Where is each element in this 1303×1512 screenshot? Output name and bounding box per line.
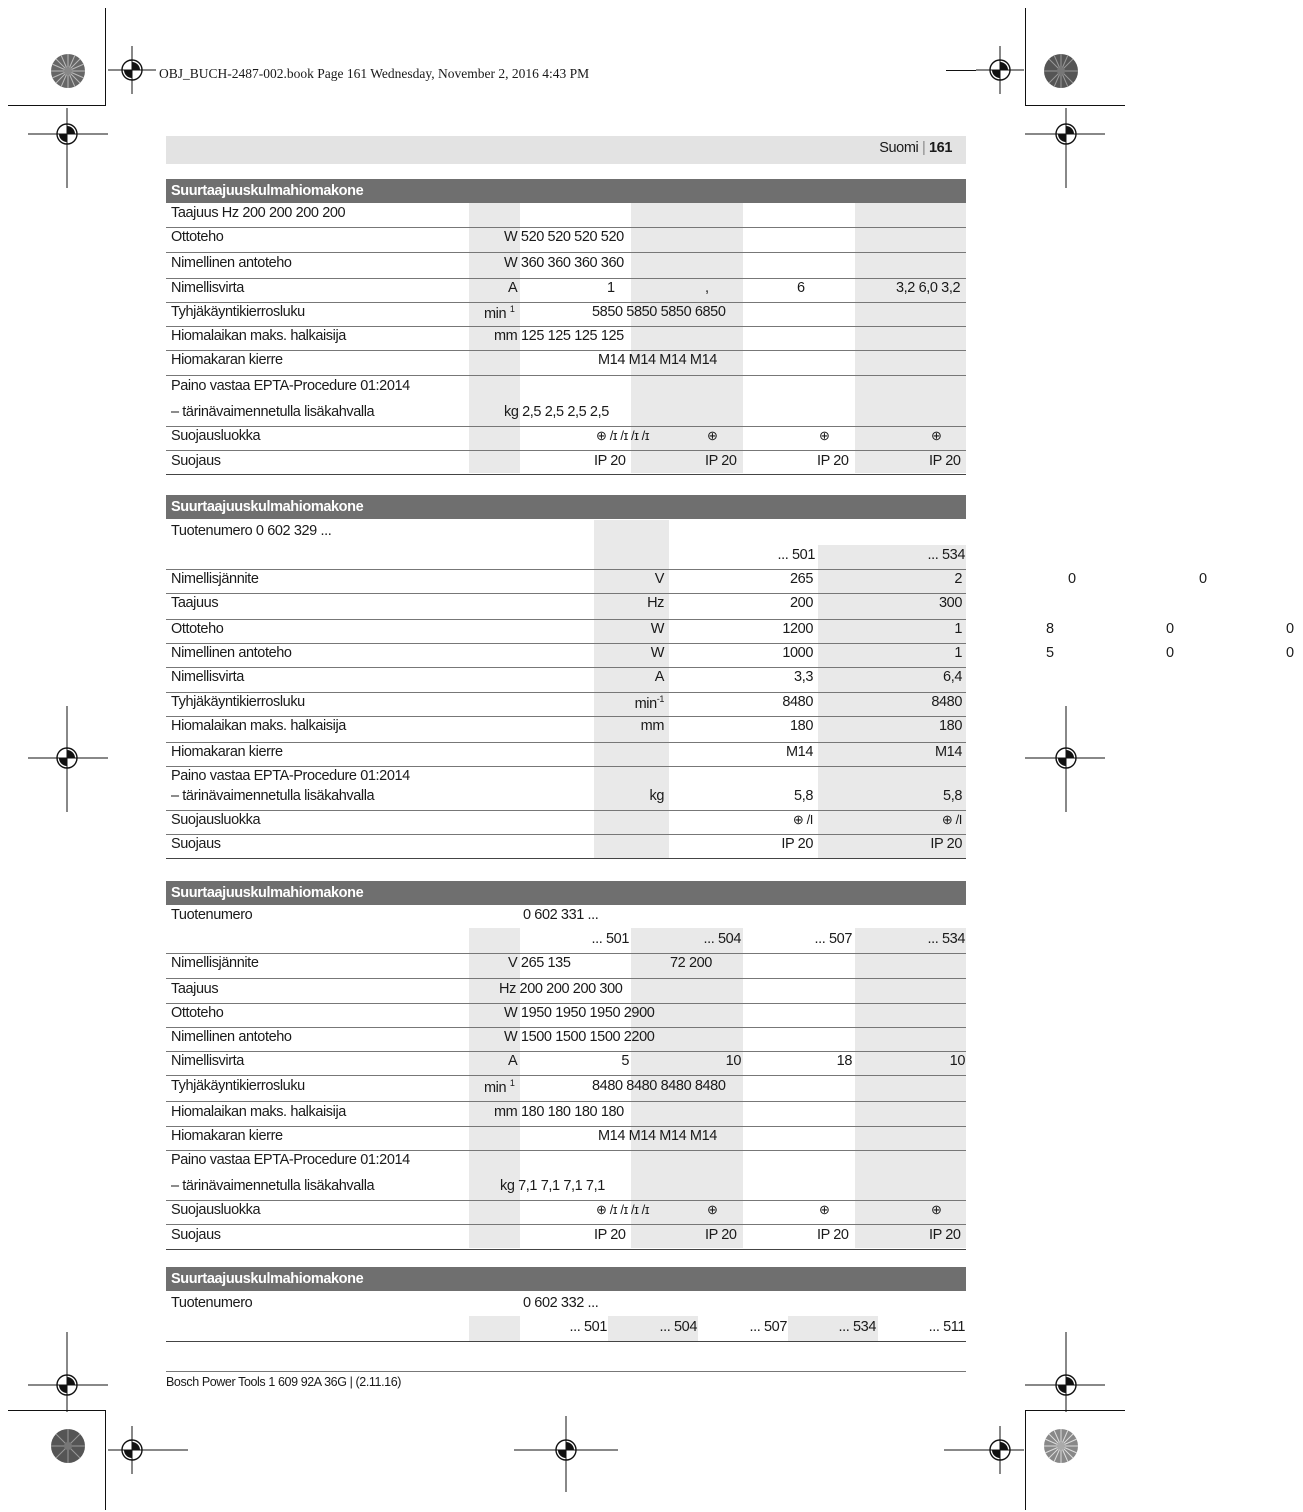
row-unit: Hz bbox=[647, 595, 664, 611]
stray-digit: 0 bbox=[1166, 645, 1174, 661]
row-value: W 1500 1500 1500 2200 bbox=[504, 1029, 655, 1045]
color-wheel-icon bbox=[1043, 1428, 1079, 1464]
row-label: Suojaus bbox=[171, 836, 221, 852]
row-label: Paino vastaa EPTA-Procedure 01:2014 bbox=[171, 1152, 410, 1168]
row-value: 180 bbox=[939, 718, 962, 734]
ip-rating: IP 20 bbox=[929, 1227, 961, 1243]
row-unit: min bbox=[484, 1079, 507, 1096]
print-header: OBJ_BUCH-2487-002.book Page 161 Wednesday, November 2, 2016 4:43 PM bbox=[159, 66, 590, 81]
row-value: 3,3 bbox=[794, 669, 813, 685]
row-label: Ottoteho bbox=[171, 229, 224, 245]
row-value: M14 M14 M14 M14 bbox=[598, 1128, 717, 1144]
row-value: M14 bbox=[934, 744, 962, 760]
row-label: Nimellinen antoteho bbox=[171, 255, 292, 271]
crop-line bbox=[105, 1410, 106, 1510]
row-value: 2 bbox=[954, 571, 962, 587]
protection-class-icon: ⊕ bbox=[707, 1202, 718, 1217]
stray-digit: 0 bbox=[1286, 645, 1294, 661]
row-label: Suojausluokka bbox=[171, 812, 261, 828]
row-value: 5 bbox=[621, 1053, 629, 1069]
row-label: Paino vastaa EPTA-Procedure 01:2014 bbox=[171, 768, 410, 784]
row-label: Hiomakaran kierre bbox=[171, 1128, 283, 1144]
row-taajuus: Taajuus Hz 200 200 200 200 bbox=[171, 205, 346, 221]
column-header: ... 511 bbox=[928, 1319, 965, 1335]
row-label: Tuotenumero 0 602 329 ... bbox=[171, 523, 332, 539]
row-value: 300 bbox=[939, 595, 962, 611]
row-label: Hiomakaran kierre bbox=[171, 744, 283, 760]
row-label: Suojausluokka bbox=[171, 428, 261, 444]
row-value: kg 2,5 2,5 2,5 2,5 bbox=[504, 404, 609, 420]
registration-mark-icon bbox=[1025, 108, 1105, 188]
row-value: 3,2 6,0 3,2 bbox=[896, 280, 961, 296]
ip-rating: IP 20 bbox=[930, 836, 962, 852]
color-wheel-icon bbox=[1043, 53, 1079, 89]
unit-superscript: -1 bbox=[656, 694, 664, 704]
row-label: Tyhjäkäyntikierrosluku bbox=[171, 694, 305, 710]
header-language: Suomi bbox=[879, 140, 919, 156]
row-value: 200 bbox=[790, 595, 813, 611]
row-value: 10 bbox=[949, 1053, 965, 1069]
row-unit: V bbox=[654, 571, 664, 587]
table-title: Suurtaajuuskulmahiomakone bbox=[166, 881, 966, 905]
row-unit: mm bbox=[640, 718, 664, 734]
table-title: Suurtaajuuskulmahiomakone bbox=[166, 495, 966, 519]
protection-class-icon: ⊕ bbox=[819, 1202, 830, 1217]
stray-digit: 0 bbox=[1166, 621, 1174, 637]
protection-class-value: ⊕ /ɪ /ɪ /ɪ /ɪ bbox=[596, 428, 650, 443]
row-label: Nimellisvirta bbox=[171, 1053, 244, 1069]
row-value: 5850 5850 5850 6850 bbox=[592, 304, 726, 320]
color-wheel-icon bbox=[50, 1428, 86, 1464]
row-label: Hiomalaikan maks. halkaisija bbox=[171, 1104, 346, 1120]
row-value: 1200 bbox=[782, 621, 813, 637]
protection-class-value: ⊕ /ɪ /ɪ /ɪ /ɪ bbox=[596, 1202, 650, 1217]
row-value: 265 bbox=[790, 571, 813, 587]
row-unit: kg bbox=[649, 788, 664, 804]
row-value: W 360 360 360 360 bbox=[504, 255, 624, 271]
row-label: – tärinävaimennetulla lisäkahvalla bbox=[171, 1178, 375, 1194]
row-value: 18 bbox=[836, 1053, 852, 1069]
row-unit: A bbox=[508, 280, 518, 296]
crop-line bbox=[1025, 1410, 1026, 1510]
row-value: 8480 bbox=[782, 694, 813, 710]
column-header: ... 501 bbox=[591, 931, 629, 947]
page-footer: Bosch Power Tools 1 609 92A 36G | (2.11.16) bbox=[166, 1375, 402, 1389]
row-label: Suojausluokka bbox=[171, 1202, 261, 1218]
row-value: 1 bbox=[954, 645, 962, 661]
row-unit: A bbox=[508, 1053, 518, 1069]
row-label: Paino vastaa EPTA-Procedure 01:2014 bbox=[171, 378, 410, 394]
ip-rating: IP 20 bbox=[781, 836, 813, 852]
row-label: – tärinävaimennetulla lisäkahvalla bbox=[171, 788, 375, 804]
column-header: ... 501 bbox=[777, 547, 815, 563]
row-label: – tärinävaimennetulla lisäkahvalla bbox=[171, 404, 375, 420]
row-label: Tyhjäkäyntikierrosluku bbox=[171, 304, 305, 320]
row-label: Hiomalaikan maks. halkaisija bbox=[171, 328, 346, 344]
table-title: Suurtaajuuskulmahiomakone bbox=[166, 1267, 966, 1291]
registration-mark-icon bbox=[28, 1332, 108, 1412]
protection-class-icon: ⊕ bbox=[931, 428, 942, 443]
ip-rating: IP 20 bbox=[705, 1227, 737, 1243]
row-label: Nimellinen antoteho bbox=[171, 1029, 292, 1045]
row-value: 180 bbox=[790, 718, 813, 734]
crop-line bbox=[8, 105, 106, 106]
column-header: ... 504 bbox=[659, 1319, 697, 1335]
row-value: 1 bbox=[607, 280, 615, 296]
ip-rating: IP 20 bbox=[705, 453, 737, 469]
unit-superscript: 1 bbox=[509, 1078, 515, 1088]
stray-digit: 0 bbox=[1286, 621, 1294, 637]
column-header: ... 507 bbox=[749, 1319, 787, 1335]
column-header: ... 534 bbox=[927, 547, 965, 563]
row-label: Ottoteho bbox=[171, 1005, 224, 1021]
row-label: Nimellisvirta bbox=[171, 669, 244, 685]
row-value: 8480 bbox=[931, 694, 962, 710]
row-label: Suojaus bbox=[171, 453, 221, 469]
registration-mark-icon bbox=[108, 1426, 188, 1474]
row-value: W 1950 1950 1950 2900 bbox=[504, 1005, 655, 1021]
unit-text: min bbox=[634, 695, 657, 712]
registration-mark-icon bbox=[108, 46, 156, 94]
unit-superscript: 1 bbox=[509, 304, 515, 314]
ip-rating: IP 20 bbox=[817, 1227, 849, 1243]
registration-mark-icon bbox=[1025, 1332, 1105, 1412]
row-label: Tyhjäkäyntikierrosluku bbox=[171, 1078, 305, 1094]
row-value: 5,8 bbox=[943, 788, 962, 804]
page-number: 161 bbox=[929, 140, 952, 156]
registration-mark-icon bbox=[976, 46, 1024, 94]
registration-mark-icon bbox=[1025, 706, 1105, 812]
color-wheel-icon bbox=[50, 53, 86, 89]
row-unit: min bbox=[484, 305, 507, 322]
protection-class-icon: ⊕ bbox=[707, 428, 718, 443]
row-value: 5,8 bbox=[794, 788, 813, 804]
row-value: M14 bbox=[785, 744, 813, 760]
ip-rating: IP 20 bbox=[594, 453, 626, 469]
registration-mark-icon bbox=[514, 1416, 618, 1492]
row-value: mm 180 180 180 180 bbox=[494, 1104, 624, 1120]
row-label: Ottoteho bbox=[171, 621, 224, 637]
table-title: Suurtaajuuskulmahiomakone bbox=[166, 179, 966, 203]
column-header: ... 534 bbox=[927, 931, 965, 947]
row-unit: A bbox=[654, 669, 664, 685]
row-value: 1000 bbox=[782, 645, 813, 661]
header-separator: | bbox=[921, 140, 926, 156]
product-number: 0 602 331 ... bbox=[523, 907, 599, 923]
ip-rating: IP 20 bbox=[594, 1227, 626, 1243]
row-label: Hiomakaran kierre bbox=[171, 352, 283, 368]
stray-digit: 0 bbox=[1068, 571, 1076, 587]
row-label: Nimellisjännite bbox=[171, 571, 259, 587]
row-label: Tuotenumero bbox=[171, 907, 253, 923]
row-value: mm 125 125 125 125 bbox=[494, 328, 624, 344]
row-value: 1 bbox=[954, 621, 962, 637]
column-header: ... 507 bbox=[814, 931, 852, 947]
protection-class-icon: ⊕ bbox=[819, 428, 830, 443]
row-value: M14 M14 M14 M14 bbox=[598, 352, 717, 368]
row-unit: W bbox=[650, 621, 664, 637]
row-value: 6,4 bbox=[943, 669, 962, 685]
row-label: Nimellisjännite bbox=[171, 955, 259, 971]
crop-line bbox=[105, 8, 106, 105]
row-label: Tuotenumero bbox=[171, 1295, 253, 1311]
row-label: Taajuus bbox=[171, 595, 219, 611]
protection-class-value: ⊕ /Ι bbox=[792, 812, 813, 827]
row-label: Nimellisvirta bbox=[171, 280, 244, 296]
row-value: 10 bbox=[725, 1053, 741, 1069]
column-header: ... 534 bbox=[838, 1319, 876, 1335]
ip-rating: IP 20 bbox=[929, 453, 961, 469]
registration-mark-icon bbox=[28, 108, 108, 188]
protection-class-icon: ⊕ bbox=[931, 1202, 942, 1217]
row-label: Suojaus bbox=[171, 1227, 221, 1243]
row-value: W 520 520 520 520 bbox=[504, 229, 624, 245]
row-value: , bbox=[705, 280, 709, 296]
row-value: 6 bbox=[797, 280, 805, 296]
stray-digit: 8 bbox=[1046, 621, 1054, 637]
ip-rating: IP 20 bbox=[817, 453, 849, 469]
row-label: Hiomalaikan maks. halkaisija bbox=[171, 718, 346, 734]
protection-class-value: ⊕ /Ι bbox=[941, 812, 962, 827]
row-value: Hz 200 200 200 300 bbox=[499, 981, 623, 997]
registration-mark-icon bbox=[28, 706, 108, 812]
stray-digit: 5 bbox=[1046, 645, 1054, 661]
row-value: V 265 135 bbox=[508, 955, 571, 971]
crop-line bbox=[946, 70, 976, 71]
crop-line bbox=[1025, 8, 1026, 105]
row-value: 72 200 bbox=[670, 955, 712, 971]
row-value: 8480 8480 8480 8480 bbox=[592, 1078, 726, 1094]
column-header: ... 501 bbox=[569, 1319, 607, 1335]
row-unit bbox=[600, 694, 664, 712]
row-unit: W bbox=[650, 645, 664, 661]
crop-line bbox=[1025, 105, 1125, 106]
page-header bbox=[166, 136, 966, 164]
row-label: Nimellinen antoteho bbox=[171, 645, 292, 661]
product-number: 0 602 332 ... bbox=[523, 1295, 599, 1311]
row-label: Taajuus bbox=[171, 981, 219, 997]
stray-digit: 0 bbox=[1199, 571, 1207, 587]
column-header: ... 504 bbox=[703, 931, 741, 947]
row-value: kg 7,1 7,1 7,1 7,1 bbox=[500, 1178, 605, 1194]
registration-mark-icon bbox=[944, 1426, 1024, 1474]
